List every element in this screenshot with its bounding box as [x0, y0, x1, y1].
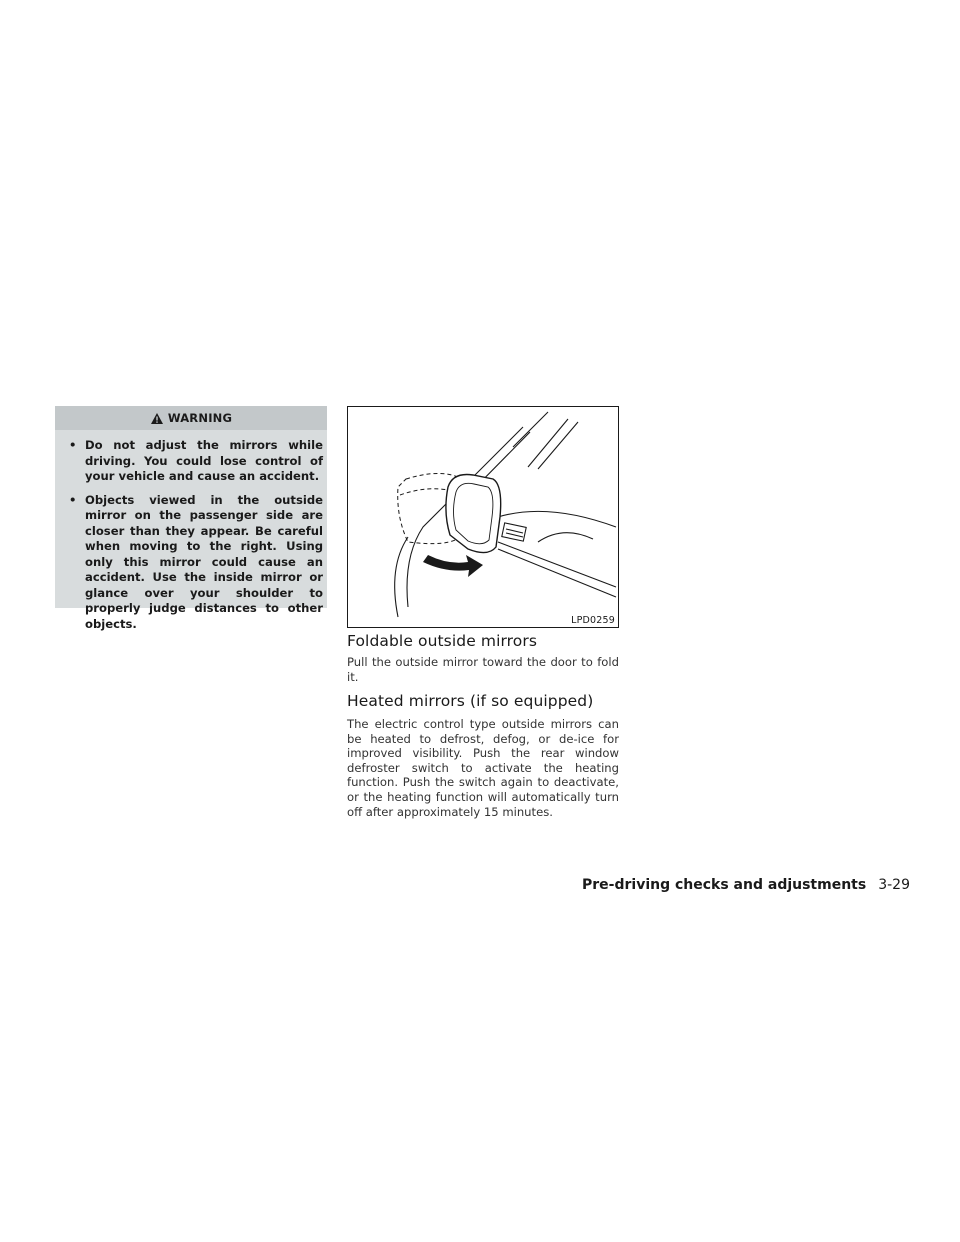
section-heading: Heated mirrors (if so equipped): [347, 692, 594, 710]
warning-header: [55, 406, 327, 430]
warning-list: [69, 438, 323, 640]
page-number: 3-29: [878, 877, 910, 893]
figure-label: LPD0259: [571, 615, 615, 626]
warning-box: [55, 406, 327, 631]
warning-item: • Objects viewed in the outside mirror on the passenger side are closer than they appear. Be careful when moving to the right. Using only this mirror could cause an accident. Use the inside mirror or glance over your shoulder to properly judge distances to other objects.: [69, 492, 323, 631]
footer-section-title: Pre-driving checks and adjustments: [582, 877, 867, 893]
section-body: The electric control type outside mirrors can be heated to defrost, defog, or de-ice for improved visibility. Push the rear window defroster switch to activate the heating function. Push the switch again to deactivate, or the heating function will automatically turn off after approximately 15 minutes.: [347, 717, 619, 819]
warning-title: WARNING: [167, 411, 233, 425]
page-footer: [580, 877, 910, 893]
folding-mirror-drawing: [348, 407, 618, 627]
warning-item: • Do not adjust the mirrors while driving. You could lose control of your vehicle and cause an accident.: [69, 438, 323, 483]
section-body: Pull the outside mirror toward the door to fold it.: [347, 655, 619, 684]
mirror-illustration: [347, 406, 619, 628]
warning-triangle-icon: [150, 412, 164, 425]
section-heading: Foldable outside mirrors: [347, 632, 538, 650]
